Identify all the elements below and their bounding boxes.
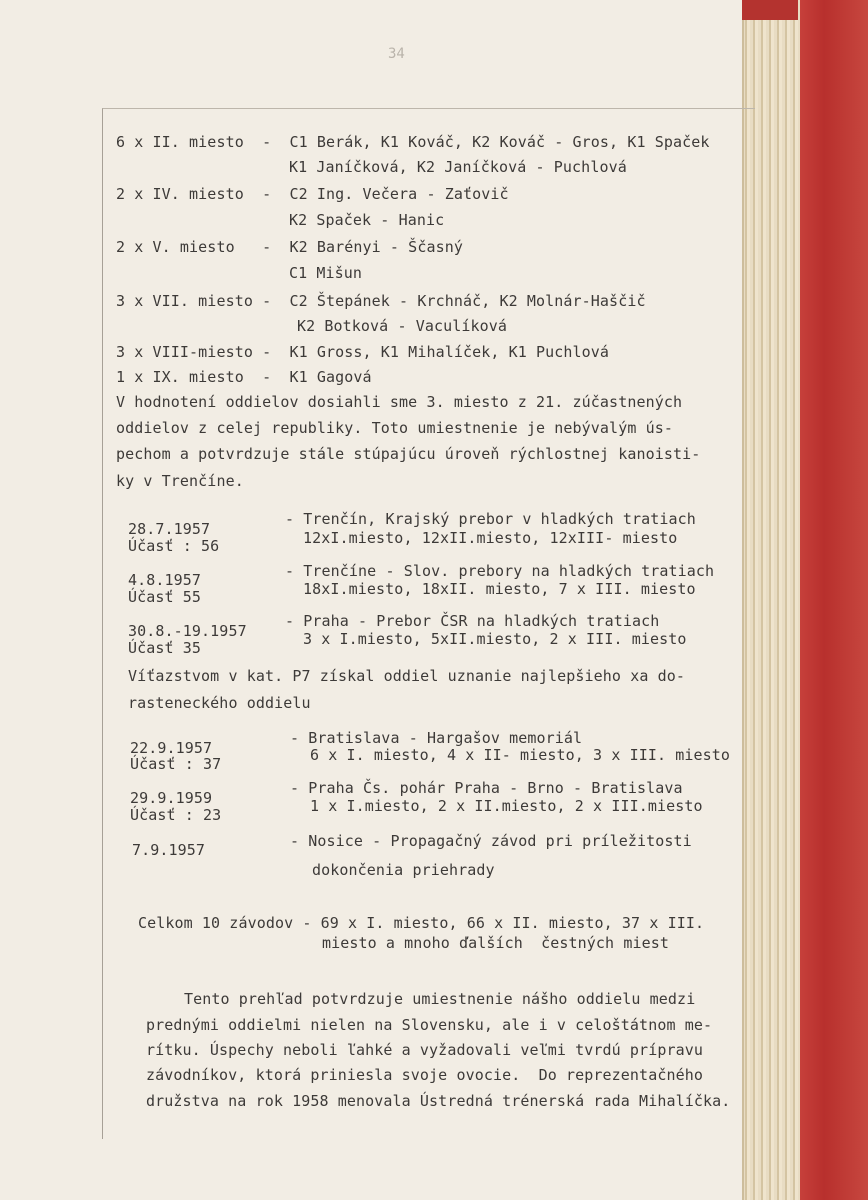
- paragraph-line: V hodnotení oddielov dosiahli sme 3. miesto z 21. zúčastnených: [116, 393, 683, 411]
- results-line: K1 Janíčková, K2 Janíčková - Puchlová: [289, 158, 627, 176]
- event-title: - Nosice - Propagačný závod pri príležitosti: [290, 832, 692, 850]
- summary-line: miesto a mnoho ďalších čestných miest: [322, 934, 669, 952]
- event-results: 1 x I.miesto, 2 x II.miesto, 2 x III.miesto: [310, 797, 703, 815]
- event-title: - Praha - Prebor ČSR na hladkých tratiach: [285, 612, 660, 630]
- event-results: 18xI.miesto, 18xII. miesto, 7 x III. miesto: [303, 580, 696, 598]
- event-results: dokončenia priehrady: [312, 861, 495, 879]
- results-line: C1 Mišun: [289, 264, 363, 282]
- event-results: 3 x I.miesto, 5xII.miesto, 2 x III. miesto: [303, 630, 687, 648]
- results-line: K2 Spaček - Hanic: [289, 211, 445, 229]
- event-attendance: Účasť : 56: [128, 537, 220, 555]
- results-line: 3 x VIII-miesto - K1 Gross, K1 Mihalíček, K1 Puchlová: [116, 343, 610, 361]
- results-line: 2 x V. miesto - K2 Barényi - Ščasný: [116, 238, 463, 256]
- event-date: 7.9.1957: [132, 841, 206, 859]
- event-date: 28.7.1957: [128, 520, 211, 538]
- paragraph-line: družstva na rok 1958 menovala Ústredná trénerská rada Mihalíčka.: [146, 1092, 731, 1110]
- page-number: 34: [388, 46, 405, 62]
- paragraph-line: prednými oddielmi nielen na Slovensku, ale i v celoštátnom me-: [146, 1016, 713, 1034]
- summary-line: Celkom 10 závodov - 69 x I. miesto, 66 x II. miesto, 37 x III.: [138, 914, 705, 932]
- event-title: - Praha Čs. pohár Praha - Brno - Bratislava: [290, 779, 683, 797]
- paragraph-line: závodníkov, ktorá priniesla svoje ovocie. Do reprezentačného: [146, 1066, 703, 1084]
- event-results: 6 x I. miesto, 4 x II- miesto, 3 x III. miesto: [310, 746, 731, 764]
- paragraph-line: oddielov z celej republiky. Toto umiestnenie je nebývalým ús-: [116, 419, 673, 437]
- paragraph-line: Víťazstvom v kat. P7 získal oddiel uznanie najlepšieho xa do-: [128, 667, 685, 685]
- binder-cover-edge: [795, 0, 868, 1200]
- event-attendance: Účasť 55: [128, 588, 202, 606]
- paragraph-line: ky v Trenčíne.: [116, 472, 244, 490]
- event-title: - Bratislava - Hargašov memoriál: [290, 729, 583, 747]
- event-attendance: Účasť 35: [128, 639, 202, 657]
- event-attendance: Účasť : 37: [130, 755, 222, 773]
- results-line: 6 x II. miesto - C1 Berák, K1 Kováč, K2 Kováč - Gros, K1 Spaček: [116, 133, 710, 151]
- results-line: 1 x IX. miesto - K1 Gagová: [116, 368, 372, 386]
- event-title: - Trenčíne - Slov. prebory na hladkých tratiach: [285, 562, 715, 580]
- event-date: 29.9.1959: [130, 789, 213, 807]
- results-line: K2 Botková - Vaculíková: [297, 317, 508, 335]
- event-date: 30.8.-19.1957: [128, 622, 247, 640]
- binder-top-tab: [742, 0, 798, 20]
- paragraph-line: Tento prehľad potvrdzuje umiestnenie nášho oddielu medzi: [184, 990, 696, 1008]
- event-attendance: Účasť : 23: [130, 806, 222, 824]
- event-date: 22.9.1957: [130, 739, 213, 757]
- results-line: 3 x VII. miesto - C2 Štepánek - Krchnáč, K2 Molnár-Haščič: [116, 292, 646, 310]
- paragraph-line: pechom a potvrdzuje stále stúpajúcu úroveň rýchlostnej kanoisti-: [116, 445, 701, 463]
- results-line: 2 x IV. miesto - C2 Ing. Večera - Zaťovič: [116, 185, 509, 203]
- event-title: - Trenčín, Krajský prebor v hladkých tratiach: [285, 510, 696, 528]
- paragraph-line: rítku. Úspechy neboli ľahké a vyžadovali veľmi tvrdú prípravu: [146, 1041, 703, 1059]
- paragraph-line: rasteneckého oddielu: [128, 694, 311, 712]
- event-date: 4.8.1957: [128, 571, 202, 589]
- event-results: 12xI.miesto, 12xII.miesto, 12xIII- miesto: [303, 529, 678, 547]
